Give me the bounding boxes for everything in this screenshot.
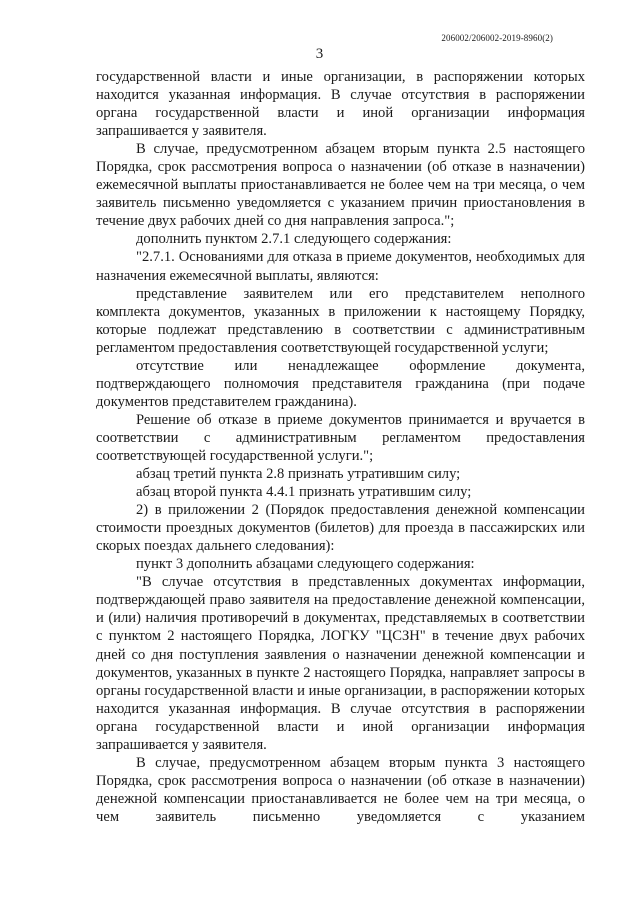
paragraph: В случае, предусмотренном абзацем вторым пункта 2.5 настоящего Порядка, срок рассмотрения вопроса о назначении (об отказе в назначении) ежемесячной выплаты приостанавливается не более чем на три месяца, о чем заявитель письменно уведомляется с указанием причин приостановления в течение двух рабочих дней со дня направления запроса.";	[96, 141, 585, 230]
paragraph: государственной власти и иные организации, в распоряжении которых находится указанная информация. В случае отсутствия в распоряжении органа государственной власти и иной организации информация запрашивается у заявителя.	[96, 69, 585, 140]
paragraph: абзац третий пункта 2.8 признать утратившим силу;	[136, 466, 461, 483]
paragraph: "В случае отсутствия в представленных документах информации, подтверждающей право заявителя на предоставление денежной компенсации, и (или) наличия противоречий в документах, представляемых в соответствии с пунктом 2 настоящего Порядка, ЛОГКУ "ЦСЗН" в течение двух рабочих дней со дня поступления заявления о назначении денежной компенсации и документов, указанных в пункте 2 настоящего Порядка, направляет запросы в органы государственной власти и иные организации, в распоряжении которых находится указанная информация. В случае отсутствия в распоряжении органа государственной власти и иной организации информация запрашивается у заявителя.	[96, 574, 585, 753]
page-number: 3	[315, 46, 324, 62]
document-body	[96, 68, 585, 826]
paragraph: В случае, предусмотренном абзацем вторым пункта 3 настоящего Порядка, срок рассмотрения вопроса о назначении (об отказе в назначении) денежной компенсации приостанавливается не более чем на три месяца, о чем заявитель письменно уведомляется с указанием	[96, 754, 585, 825]
paragraph: Решение об отказе в приеме документов принимается и вручается в соответствии с административным регламентом предоставления соответствующей государственной услуги.";	[96, 411, 585, 464]
paragraph: отсутствие или ненадлежащее оформление документа, подтверждающего полномочия представителя гражданина (при подаче документов представителем гражданина).	[96, 357, 585, 410]
paragraph: пункт 3 дополнить абзацами следующего содержания:	[136, 556, 475, 573]
paragraph: "2.7.1. Основаниями для отказа в приеме документов, необходимых для назначения ежемесячной выплаты, являются:	[96, 249, 585, 284]
paragraph: дополнить пунктом 2.7.1 следующего содержания:	[136, 231, 452, 248]
paragraph: абзац второй пункта 4.4.1 признать утратившим силу;	[136, 484, 472, 501]
paragraph: 2) в приложении 2 (Порядок предоставления денежной компенсации стоимости проездных документов (билетов) для проезда в пассажирских или скорых поездах дальнего следования):	[96, 502, 585, 555]
paragraph: представление заявителем или его представителем неполного комплекта документов, указанных в приложении к настоящему Порядку, которые подлежат представлению в соответствии с административным регламентом предоставления соответствующей государственной услуги;	[96, 285, 585, 356]
document-id: 206002/206002-2019-8960(2)	[441, 33, 553, 43]
